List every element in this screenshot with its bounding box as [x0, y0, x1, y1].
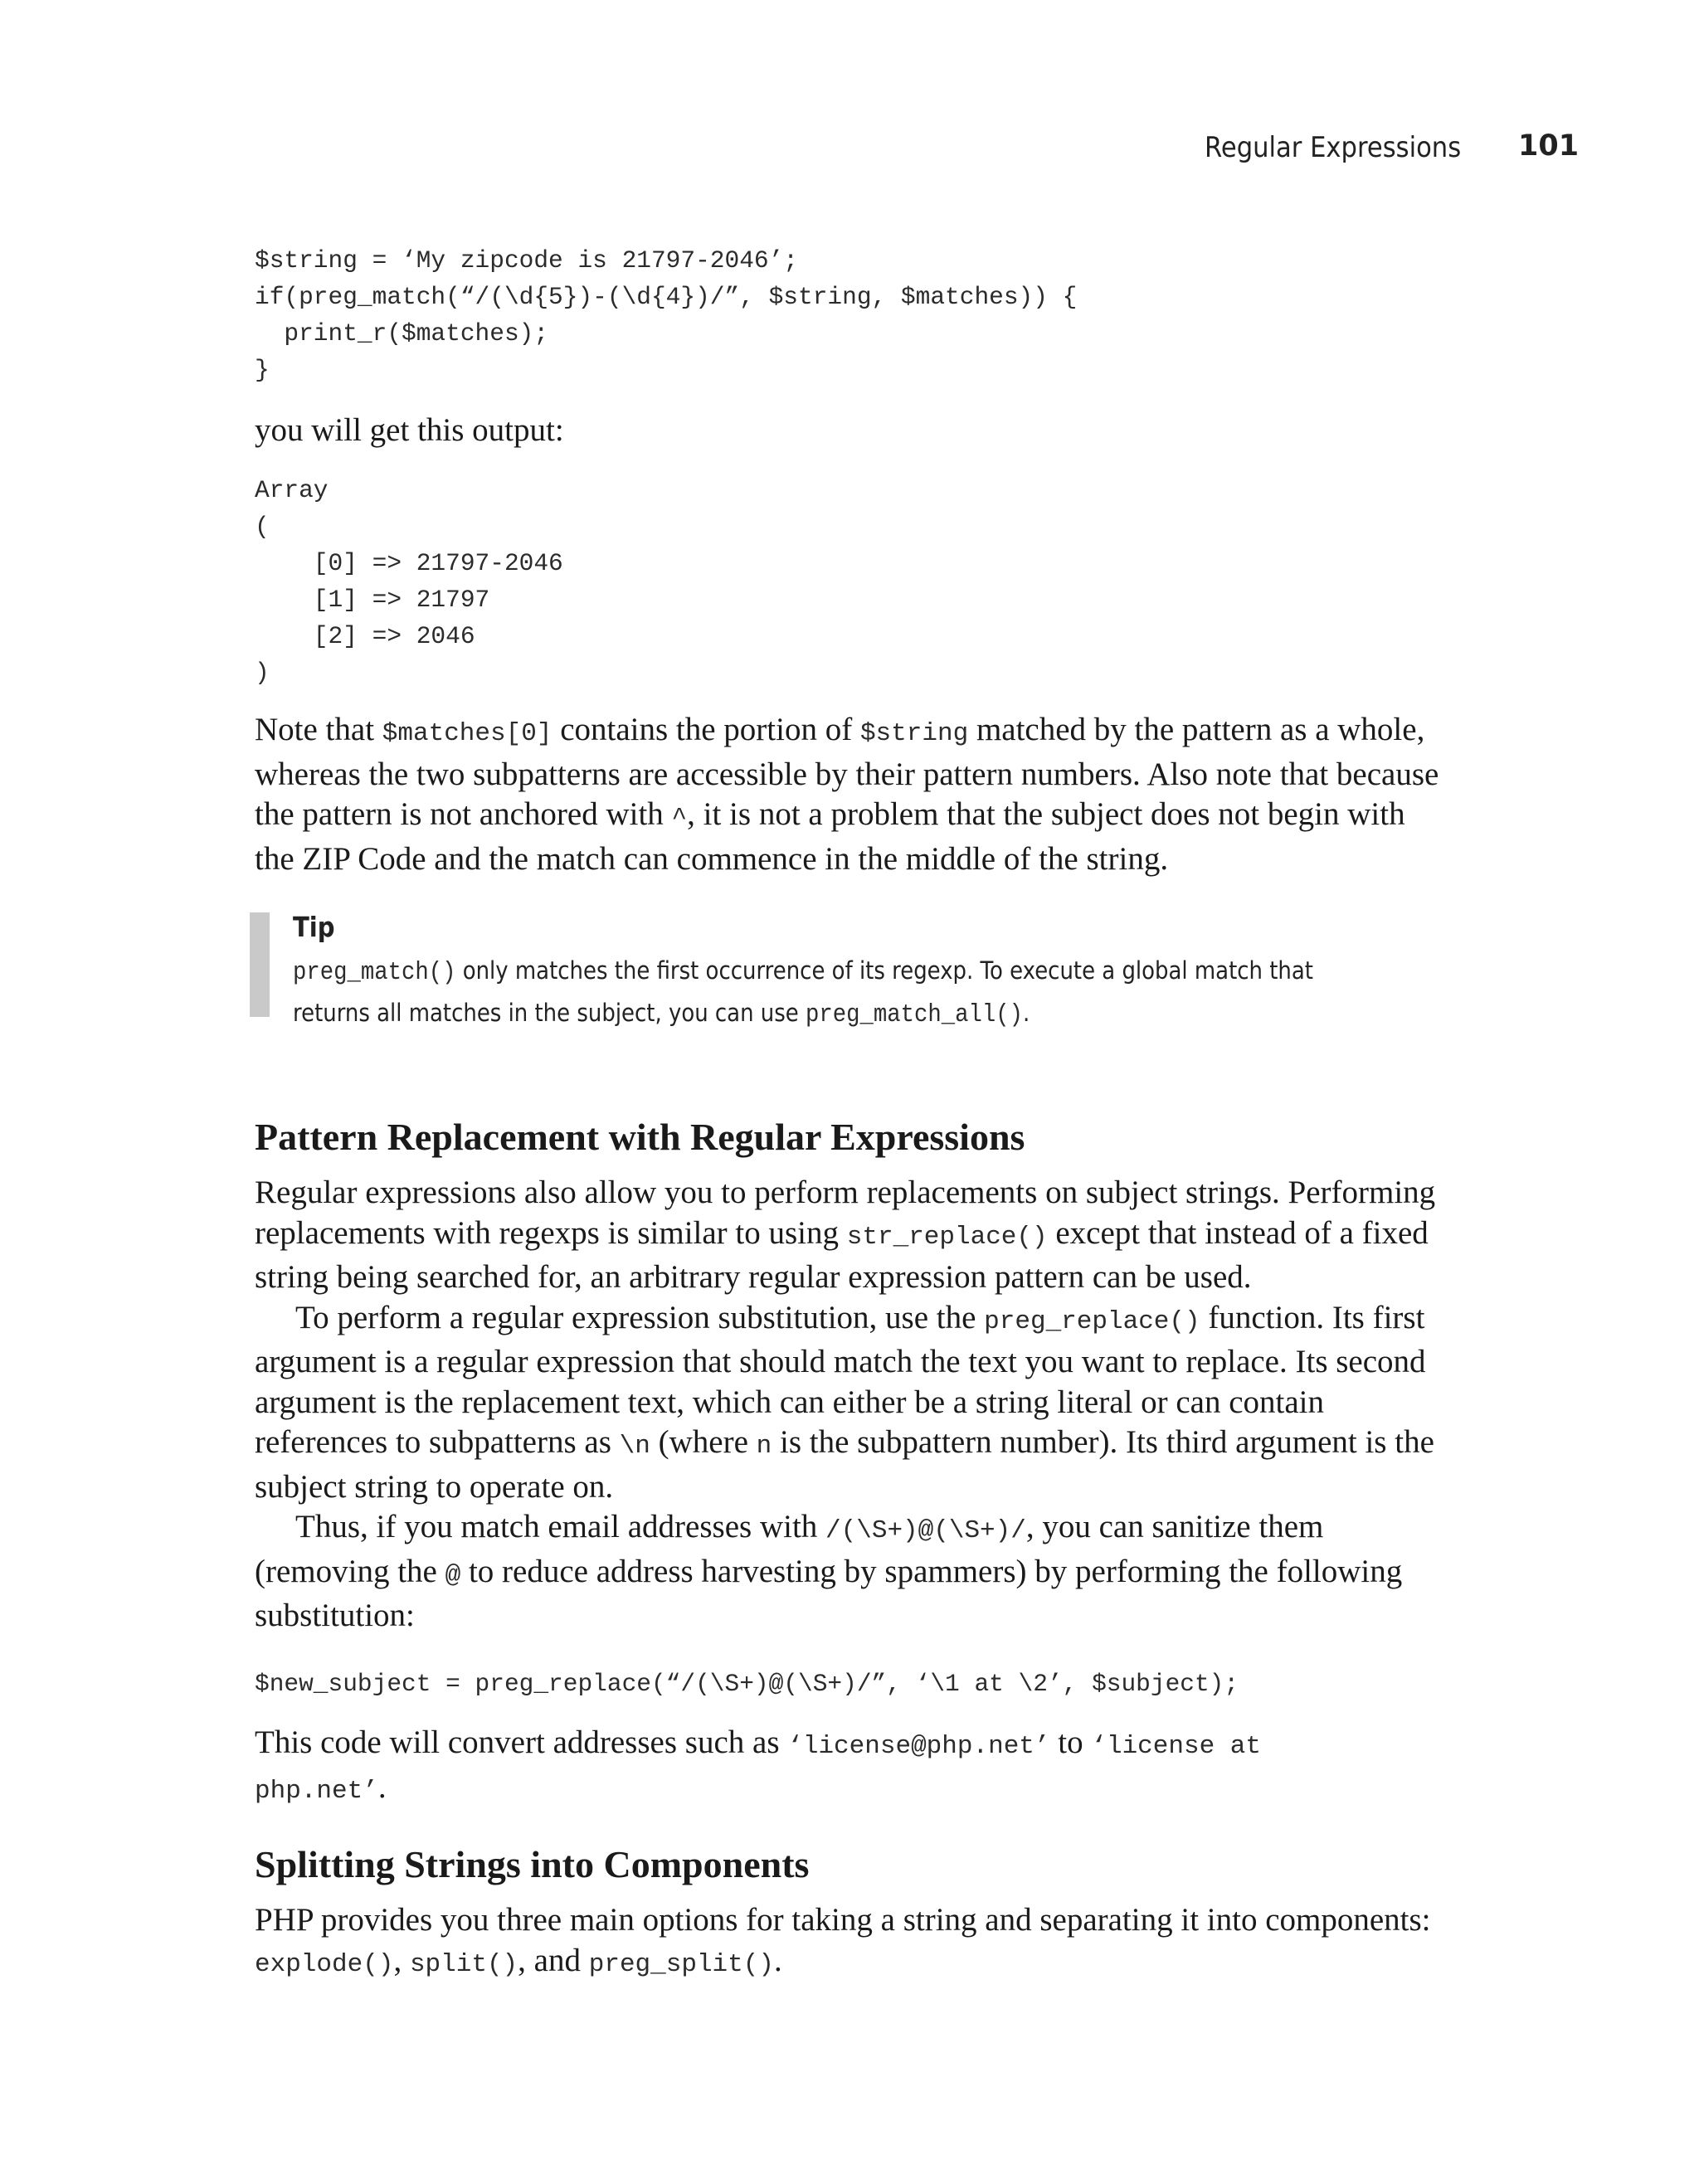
- note-paragraph: [255, 710, 1441, 879]
- code-line: (: [255, 513, 270, 541]
- text-run: matched by the pattern as a whole, whereas the two subpatterns are accessible by their pattern numbers. Also note that because the pattern is not anchored with: [255, 712, 1439, 832]
- code-line: }: [255, 356, 270, 384]
- text-run: only matches the first occurrence of its regexp. To execute a global match that returns all matches in the subject, you can use: [293, 956, 1313, 1027]
- text-run: to: [1049, 1724, 1092, 1760]
- note-text: [255, 710, 1441, 879]
- text-run: To perform a regular expression substitution, use the: [295, 1299, 985, 1335]
- output-intro-text: you will get this output:: [255, 412, 564, 448]
- inline-code: preg_match(): [293, 958, 456, 987]
- text-run: except that instead of a fixed string being searched for, an arbitrary regular expression pattern can be used.: [255, 1214, 1429, 1295]
- code-block-preg-match: [255, 242, 1077, 388]
- conversion-paragraph: [255, 1723, 1333, 1812]
- page-number: 101: [1518, 129, 1580, 163]
- text-run: , and: [518, 1942, 589, 1978]
- code-line: [2] => 2046: [255, 622, 475, 650]
- code-line: $string = ‘My zipcode is 21797-2046’;: [255, 246, 799, 275]
- inline-code: preg_replace(): [984, 1306, 1200, 1336]
- paragraph: [255, 1900, 1441, 1985]
- text-run: ,: [393, 1942, 410, 1978]
- text-run: contains the portion of: [552, 712, 860, 747]
- text-run: Thus, if you match email addresses with: [295, 1509, 826, 1544]
- text-run: PHP provides you three main options for taking a string and separating it into components:: [255, 1902, 1431, 1938]
- paragraph: [255, 1173, 1441, 1298]
- inline-code: ‘license at php.net’: [255, 1732, 1261, 1806]
- running-header: [0, 131, 1699, 173]
- tip-title: Tip: [293, 911, 335, 943]
- code-block-output: [255, 472, 563, 691]
- text-run: to reduce address harvesting by spammers) by performing the following substitution:: [255, 1553, 1403, 1633]
- inline-code: /(\S+)@(\S+)/: [825, 1516, 1026, 1545]
- running-title: Regular Expressions: [1205, 131, 1462, 164]
- inline-code: preg_match_all(): [806, 1000, 1023, 1029]
- section-heading-pattern-replacement: Pattern Replacement with Regular Expressions: [255, 1116, 1025, 1158]
- text-run: .: [773, 1942, 782, 1978]
- text-run: Regular expressions also allow you to perform replacements on subject strings. Performing replacements with regexps is similar to using: [255, 1175, 1436, 1251]
- text-run: , it is not a problem that the subject does not begin with the ZIP Code and the match can commence in the middle of the string.: [255, 796, 1405, 877]
- output-intro-paragraph: [255, 411, 1441, 451]
- text-run: function. Its first argument is a regular expression that should match the text you want to replace. Its second argument is the replacement text, which can either be a string literal or can contain references to subpatterns as: [255, 1299, 1426, 1460]
- inline-code: preg_split(): [588, 1949, 774, 1979]
- section-2-body: [255, 1900, 1441, 1985]
- inline-code: $string: [859, 719, 969, 748]
- inline-code: $matches[0]: [382, 719, 553, 748]
- tip-box: [250, 911, 1453, 1029]
- code-line: Array: [255, 476, 329, 504]
- inline-code: \n: [619, 1432, 650, 1461]
- tip-body: [293, 951, 1388, 1035]
- inline-code: n: [756, 1432, 772, 1461]
- text-run: .: [377, 1768, 387, 1805]
- text-run: This code will convert addresses such as: [255, 1724, 788, 1760]
- code-line: [1] => 21797: [255, 586, 490, 614]
- tip-sidebar-bar: [250, 912, 270, 1017]
- section-heading-splitting-strings: Splitting Strings into Components: [255, 1843, 810, 1885]
- code-line: print_r($matches);: [255, 319, 549, 348]
- text-run: is the subpattern number). Its third argument is the subject string to operate on.: [255, 1424, 1434, 1505]
- paragraph: [255, 1723, 1333, 1812]
- text-run: (where: [650, 1424, 757, 1460]
- code-line: $new_subject = preg_replace(“/(\S+)@(\S+)/”, ‘\1 at \2’, $subject);: [255, 1670, 1239, 1698]
- text-run: .: [1022, 999, 1030, 1027]
- code-line: if(preg_match(“/(\d{5})-(\d{4})/”, $string, $matches)) {: [255, 283, 1078, 311]
- inline-code: ^: [671, 804, 688, 833]
- inline-code: split(): [409, 1949, 518, 1979]
- code-block-preg-replace: [255, 1666, 1239, 1702]
- inline-code: str_replace(): [846, 1222, 1048, 1252]
- inline-code: explode(): [255, 1949, 394, 1979]
- inline-code: ‘license@php.net’: [787, 1732, 1050, 1761]
- code-line: ): [255, 659, 270, 687]
- paragraph: [255, 1507, 1441, 1637]
- text-run: Note that: [255, 712, 382, 747]
- inline-code: @: [445, 1560, 461, 1590]
- section-1-body: [255, 1173, 1441, 1637]
- code-line: [0] => 21797-2046: [255, 549, 563, 577]
- paragraph: [255, 1298, 1441, 1508]
- text-run: , you can sanitize them (removing the: [255, 1509, 1324, 1589]
